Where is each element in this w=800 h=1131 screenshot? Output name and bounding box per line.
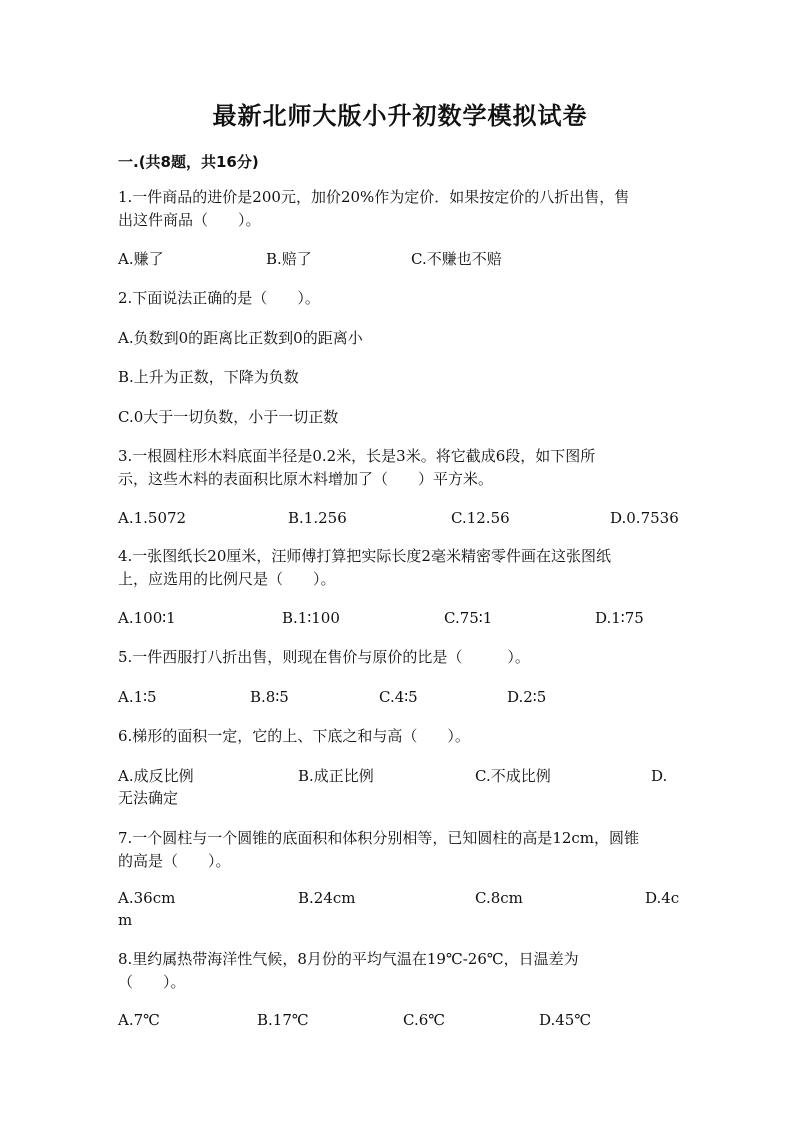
q1-option-b[interactable]: B.赔了 [266,250,312,268]
q2-option-a[interactable]: A.负数到0的距离比正数到0的距离小 [118,329,363,347]
q7-option-c[interactable]: C.8cm [475,889,523,907]
question-line: 示，这些木料的表面积比原木料增加了（ ）平方米。 [118,470,494,488]
question-line: 出这件商品（ ）。 [118,211,261,229]
q5-option-c[interactable]: C.4∶5 [379,688,418,706]
question-7-stem [118,827,678,873]
q3-option-c[interactable]: C.12.56 [451,509,510,527]
q1-option-c[interactable]: C.不赚也不赔 [411,250,502,268]
question-2-stem [118,287,678,310]
q8-option-b[interactable]: B.17℃ [257,1011,309,1029]
q3-option-a[interactable]: A.1.5072 [118,509,187,527]
question-6-stem [118,725,678,748]
q7-option-b[interactable]: B.24cm [298,889,356,907]
q4-option-b[interactable]: B.1∶100 [282,609,340,627]
question-line: 5.一件西服打八折出售，则现在售价与原价的比是（ ）。 [118,648,530,666]
q2-option-c[interactable]: C.0大于一切负数，小于一切正数 [118,408,339,426]
question-4-stem [118,545,678,591]
q4-option-c[interactable]: C.75∶1 [444,609,493,627]
q6-option-a[interactable]: A.成反比例 [118,767,194,785]
question-line: 3.一根圆柱形木料底面半径是0.2米，长是3米。将它截成6段，如下图所 [118,447,596,465]
question-8-stem [118,948,678,994]
q7-option-d-continued[interactable]: m [118,911,133,929]
q3-option-b[interactable]: B.1.256 [288,509,347,527]
q4-option-d[interactable]: D.1∶75 [595,609,644,627]
q8-option-c[interactable]: C.6℃ [403,1011,446,1029]
question-5-stem [118,646,678,669]
q6-option-d-continued[interactable]: 无法确定 [118,789,179,807]
question-line: 2.下面说法正确的是（ ）。 [118,289,320,307]
question-line: 8.里约属热带海洋性气候，8月份的平均气温在19℃-26℃，日温差为 [118,950,579,968]
q6-option-c[interactable]: C.不成比例 [475,767,551,785]
q3-option-d[interactable]: D.0.7536 [610,509,679,527]
question-line: 7.一个圆柱与一个圆锥的底面积和体积分别相等，已知圆柱的高是12cm，圆锥 [118,829,640,847]
page-title: 最新北师大版小升初数学模拟试卷 [212,102,588,130]
question-line: 6.梯形的面积一定，它的上、下底之和与高（ ）。 [118,727,470,745]
question-1-stem [118,186,678,232]
q8-option-d[interactable]: D.45℃ [539,1011,592,1029]
question-3-stem [118,445,678,491]
q8-option-a[interactable]: A.7℃ [118,1011,160,1029]
q7-option-d[interactable]: D.4c [645,889,680,907]
question-line: 4.一张图纸长20厘米，汪师傅打算把实际长度2毫米精密零件画在这张图纸 [118,547,611,565]
q5-option-b[interactable]: B.8∶5 [250,688,289,706]
section-heading: 一.(共8题，共16分) [118,153,259,171]
question-line: （ ）。 [118,973,186,991]
q5-option-d[interactable]: D.2∶5 [507,688,547,706]
q1-option-a[interactable]: A.赚了 [118,250,164,268]
question-line: 上，应选用的比例尺是（ ）。 [118,570,336,588]
q7-option-a[interactable]: A.36cm [118,889,176,907]
q4-option-a[interactable]: A.100∶1 [118,609,176,627]
q6-option-b[interactable]: B.成正比例 [298,767,374,785]
q2-option-b[interactable]: B.上升为正数，下降为负数 [118,368,299,386]
q5-option-a[interactable]: A.1∶5 [118,688,157,706]
question-line: 的高是（ ）。 [118,852,231,870]
q6-option-d[interactable]: D. [651,767,668,785]
question-line: 1.一件商品的进价是200元，加价20%作为定价．如果按定价的八折出售，售 [118,188,630,206]
